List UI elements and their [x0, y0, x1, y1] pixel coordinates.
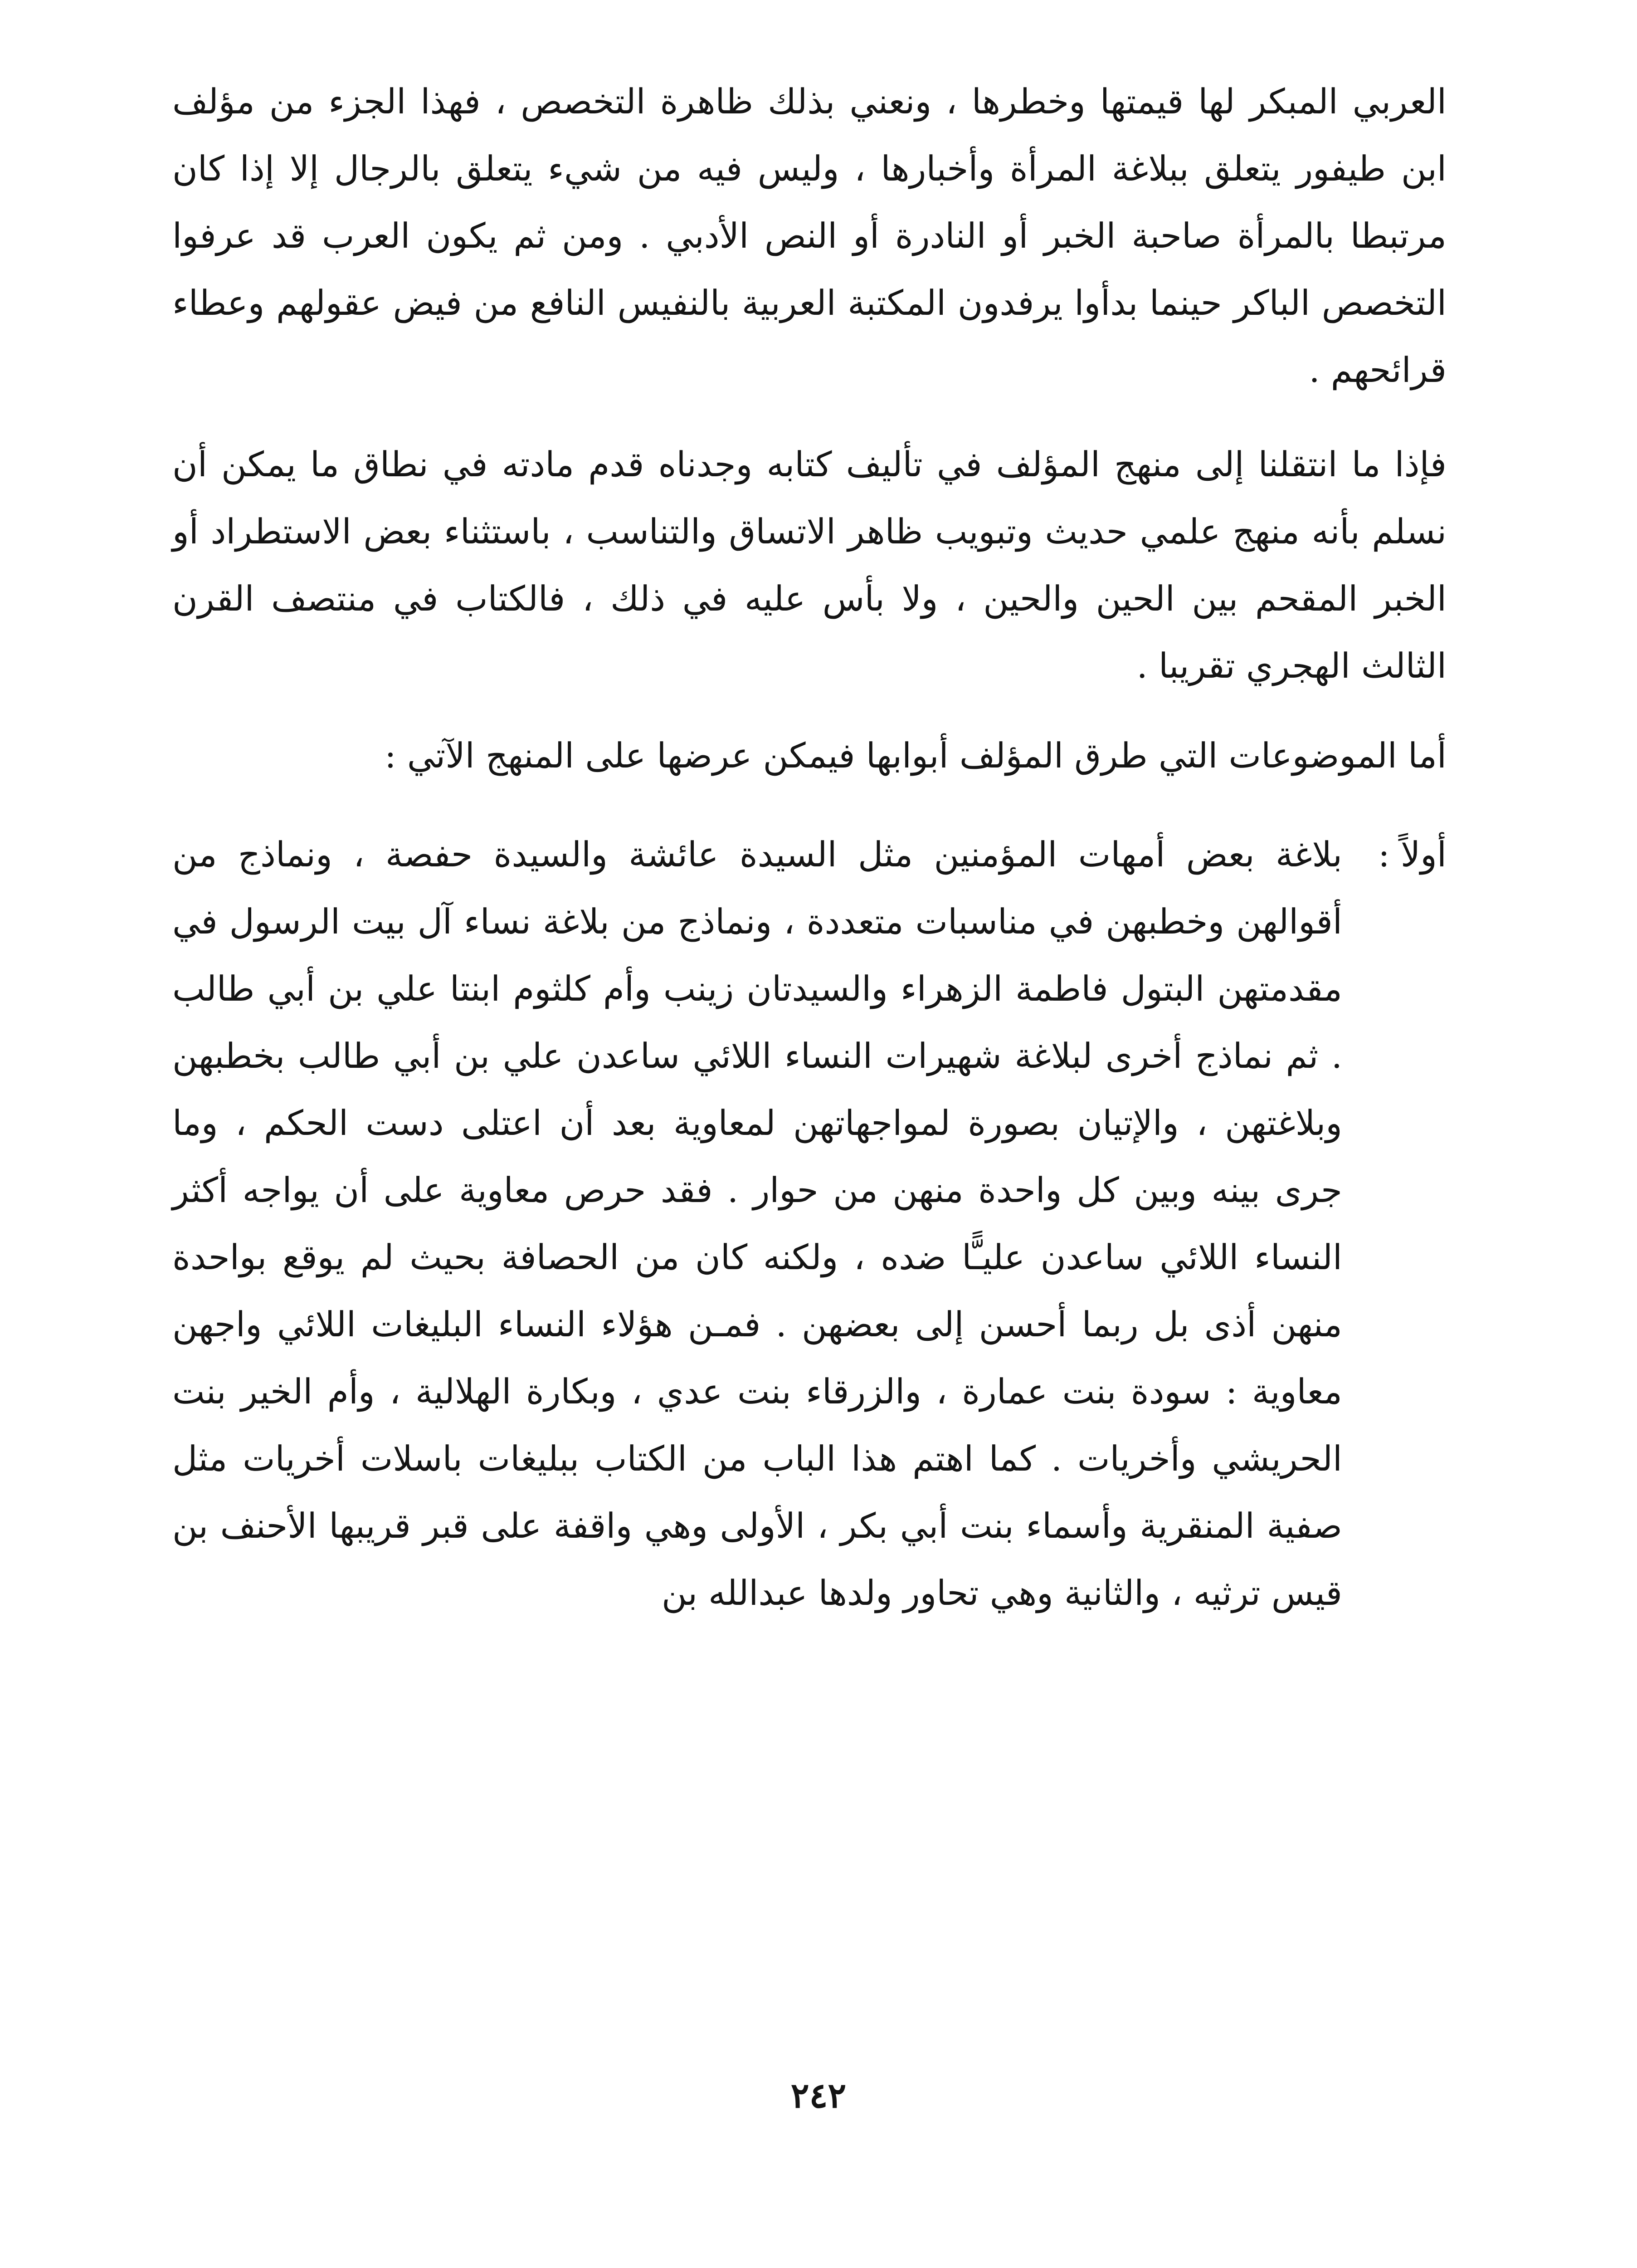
paragraph-methodology: فإذا ما انتقلنا إلى منهج المؤلف في تأليف كتابه وجدناه قدم مادته في نطاق ما يمكن أن نسلم بأنه منهج علمي حديث وتبويب ظاهر الاتساق والتناسب ، باستثناء بعض الاستطراد أو الخبر المقحم بين الحين والحين ، ولا بأس عليه في ذلك ، فالكتاب في منتصف القرن الثالث الهجري تقريبا .: [172, 444, 1447, 686]
paragraph-specialization: العربي المبكر لها قيمتها وخطرها ، ونعني بذلك ظاهرة التخصص ، فهذا الجزء من مؤلف ابن طيفور يتعلق ببلاغة المرأة وأخبارها ، وليس فيه من شيء يتعلق بالرجال إلا إذا كان مرتبطا بالمرأة صاحبة الخبر أو النادرة أو النص الأدبي . ومن ثم يكون العرب قد عرفوا التخصص الباكر حينما بدأوا يرفدون المكتبة العربية بالنفيس النافع من فيض عقولهم وعطاء قرائحهم .: [172, 81, 1447, 390]
list-item-label: أولاً :: [1378, 834, 1447, 875]
list-item-first: [172, 821, 1447, 1627]
list-item-text: بلاغة بعض أمهات المؤمنين مثل السيدة عائشة والسيدة حفصة ، ونماذج من أقوالهن وخطبهن في مناسبات متعددة ، ونماذج من بلاغة نساء آل بيت الرسول في مقدمتهن البتول فاطمة الزهراء والسيدتان زينب وأم كلثوم ابنتا علي بن أبي طالب . ثم نماذج أخرى لبلاغة شهيرات النساء اللائي ساعدن علي بن أبي طالب بخطبهن وبلاغتهن ، والإتيان بصورة لمواجهاتهن لمعاوية بعد أن اعتلى دست الحكم ، وما جرى بينه وبين كل واحدة منهن من حوار . فقد حرص معاوية على أن يواجه أكثر النساء اللائي ساعدن عليـًّا ضده ، ولكنه كان من الحصافة بحيث لم يوقع بواحدة منهن أذى بل ربما أحسن إلى بعضهن . فمـن هؤلاء النساء البليغات اللائي واجهن معاوية : سودة بنت عمارة ، والزرقاء بنت عدي ، وبكارة الهلالية ، وأم الخير بنت الحريشي وأخريات . كما اهتم هذا الباب من الكتاب ببليغات باسلات أخريات مثل صفية المنقرية وأسماء بنت أبي بكر ، الأولى وهي واقفة على قبر قريبها الأحنف بن قيس ترثيه ، والثانية وهي تحاور ولدها عبدالله بن: [172, 834, 1342, 1613]
page-number: ٢٤٢: [790, 2075, 847, 2116]
paragraph-topics-intro: أما الموضوعات التي طرق المؤلف أبوابها فيمكن عرضها على المنهج الآتي :: [385, 735, 1447, 776]
body-text: [172, 68, 1447, 1627]
